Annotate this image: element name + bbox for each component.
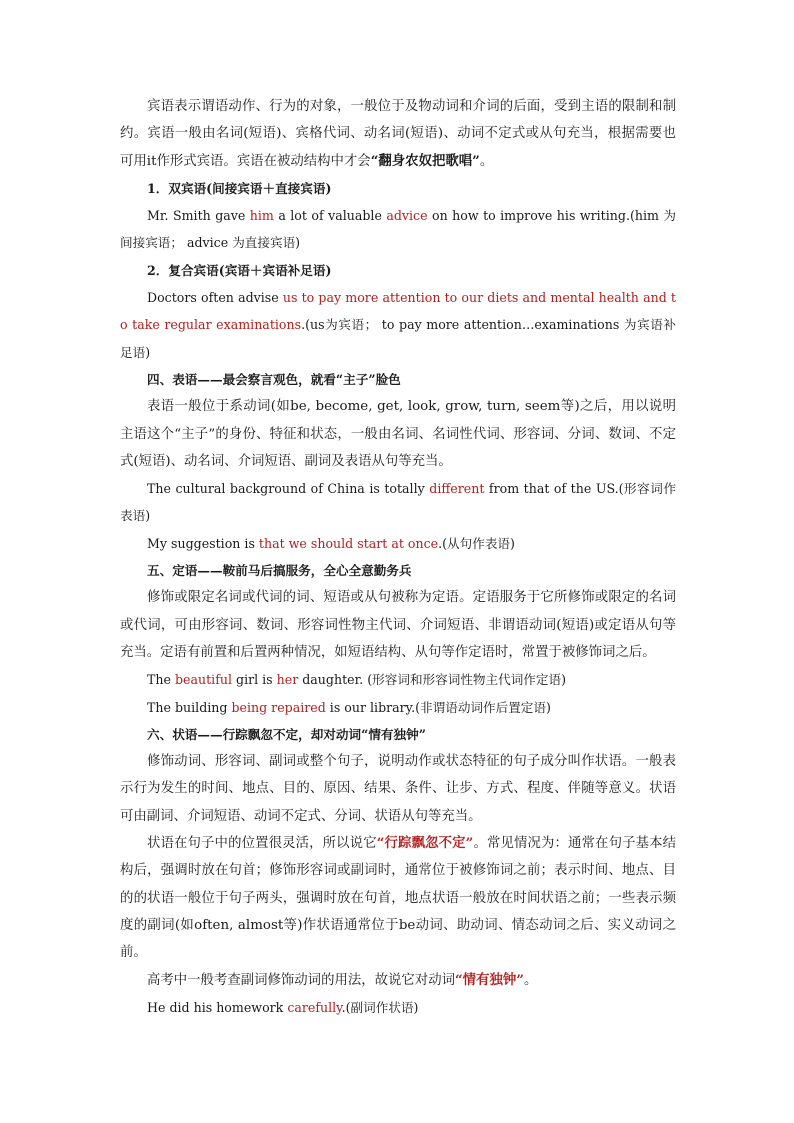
text: The (147, 672, 175, 688)
highlight-phrase: that we should start at once (258, 535, 439, 551)
paragraph-object-intro (120, 93, 676, 175)
example-adverbial (120, 994, 676, 1021)
heading-attributive: 五、定语——鞍前马后搞服务，全心全意勤务兵 (147, 563, 412, 579)
text: Mr. Smith gave (147, 208, 250, 224)
document-page (120, 93, 676, 1021)
text: My suggestion is (147, 535, 259, 551)
paragraph-adverbial-exam (120, 967, 676, 994)
highlight-phrase: “行踪飘忽不定” (376, 835, 474, 852)
text: on how to improve his writing.(him 为间接宾语； advice 为直接宾语) (120, 208, 676, 251)
text: is our library.(非谓语动词作后置定语) (325, 699, 551, 715)
text: The cultural background of China is totally (147, 481, 430, 497)
text: 状语在句子中的位置很灵活，所以说它 (147, 836, 377, 852)
text: 。 (523, 972, 538, 988)
text: The building (147, 699, 232, 715)
text: daughter. (形容词和形容词性物主代词作定语) (298, 672, 566, 688)
example-complex-object (120, 284, 676, 366)
text: girl is (232, 672, 277, 688)
heading-predicative: 四、表语——最会察言观色，就看“主子”脸色 (147, 371, 401, 387)
text: 。 (479, 153, 494, 169)
text: from that of the US.(形容词作表语) (120, 481, 676, 524)
text: 宾语表示谓语动作、行为的对象，一般位于及物动词和介词的后面，受到主语的限制和制约。宾语一般由名词(短语)、宾格代词、动名词(短语)、动词不定式或从句充当，根据需要也可用it作形式宾语。宾语在被动结构中才会 (120, 99, 676, 169)
text: .(副词作状语) (341, 999, 419, 1015)
example-predicative-adjective (120, 475, 676, 530)
text: 高考中一般考查副词修饰动词的用法，故说它对动词 (147, 972, 455, 988)
highlight-word: advice (386, 208, 428, 224)
highlight-word: different (429, 481, 485, 497)
text: a lot of valuable (273, 208, 387, 224)
paragraph-attributive: 修饰或限定名词或代词的词、短语或从句被称为定语。定语服务于它所修饰或限定的名词或代词，可由形容词、数词、形容词性物主代词、介词短语、非谓语动词(短语)或定语从句等充当。定语有前置和后置两种情况，如短语结构、从句等作定语时，常置于被修饰词之后。 (120, 590, 676, 660)
heading-double-object: 1．双宾语(间接宾语＋直接宾语) (147, 180, 332, 196)
example-predicative-clause (120, 530, 676, 557)
text: .(从句作表语) (438, 535, 515, 551)
example-attributive-nonfinite (120, 694, 676, 721)
example-attributive-adjective (120, 666, 676, 693)
highlight-word: beautiful (174, 672, 232, 688)
text: He did his homework (147, 999, 288, 1015)
text: 。常见情况为：通常在句子基本结构后，强调时放在句首；修饰形容词或副词时，通常位于被修饰词之前；表示时间、地点、目的的状语一般位于句子两头，强调时放在句首，地点状语一般放在时间状语之前；一些表示频度的副词(如often, almost等)作状语通常位于be动词、助动词、情态动词之后、实义动词之前。 (120, 836, 677, 961)
text: Doctors often advise (147, 290, 283, 306)
heading-complex-object: 2．复合宾语(宾语＋宾语补足语) (147, 262, 332, 278)
heading-adverbial: 六、状语——行踪飘忽不定，却对动词“情有独钟” (147, 726, 426, 742)
text: .(us为宾语； to pay more attention…examinations 为宾语补足语) (120, 317, 676, 360)
highlight-word: him (249, 208, 274, 224)
highlight-phrase: being repaired (231, 699, 326, 715)
paragraph-adverbial-position (120, 830, 676, 966)
paragraph-adverbial: 修饰动词、形容词、副词或整个句子，说明动作或状态特征的句子成分叫作状语。一般表示行为发生的时间、地点、目的、原因、结果、条件、让步、方式、程度、伴随等意义。状语可由副词、介词短语、动词不定式、分词、状语从句等充当。 (120, 754, 676, 824)
highlight-phrase: us to pay more attention to our diets and mental health and to take regular examinations (120, 290, 676, 333)
highlight-phrase: “翻身农奴把歌唱” (370, 152, 480, 169)
highlight-word: carefully (287, 999, 342, 1015)
highlight-phrase: “情有独钟” (454, 971, 524, 988)
paragraph-predicative: 表语一般位于系动词(如be, become, get, look, grow, turn, seem等)之后，用以说明主语这个“主子”的身份、特征和状态，一般由名词、名词性代词、形容词、分词、数词、不定式(短语)、动名词、介词短语、副词及表语从句等充当。 (120, 399, 676, 469)
highlight-word: her (276, 672, 299, 688)
example-double-object (120, 202, 676, 257)
